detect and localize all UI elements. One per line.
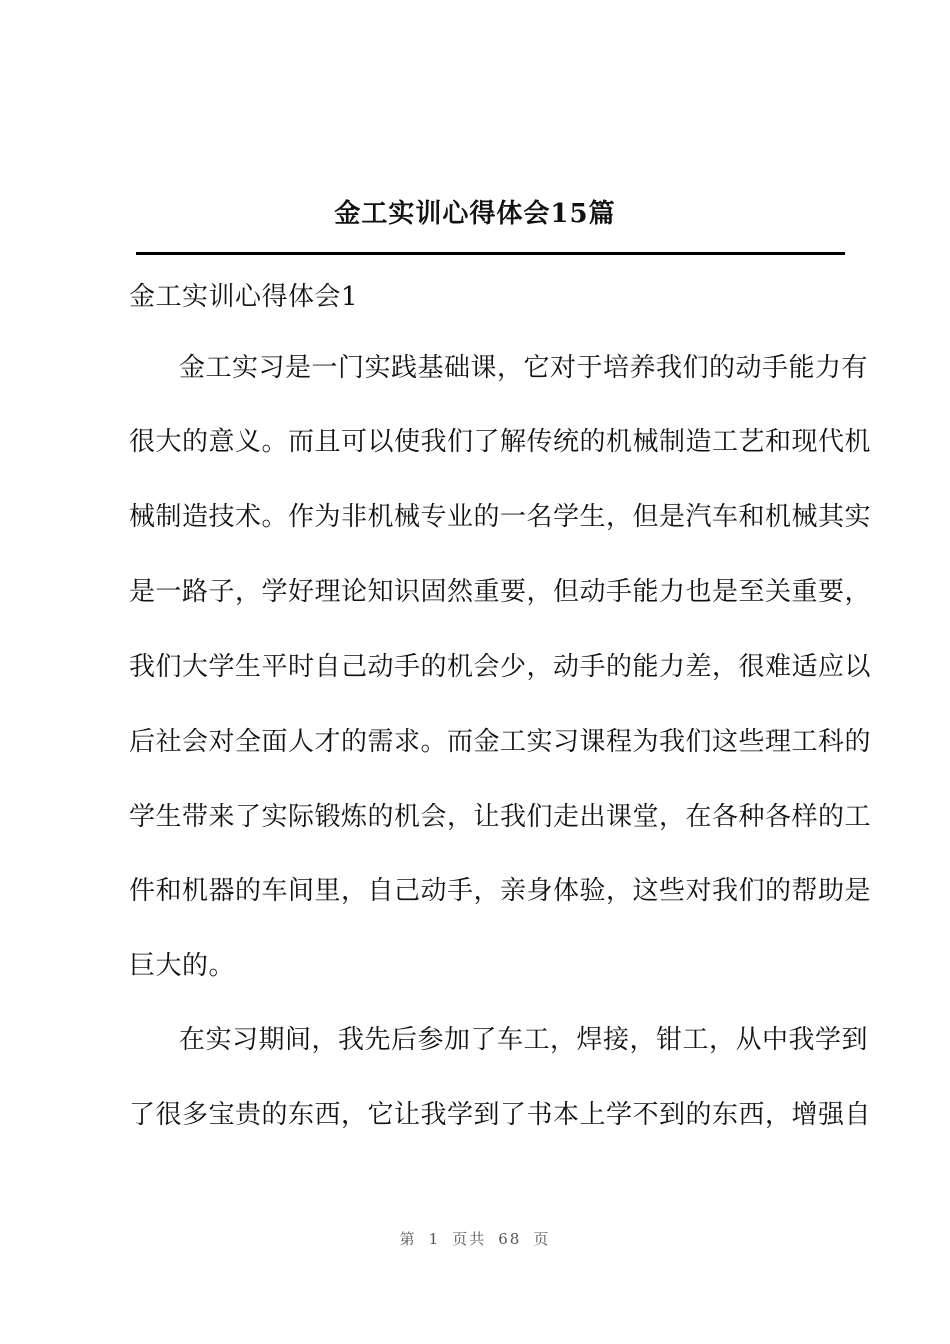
current-page-number: 1 [428, 1230, 441, 1248]
paragraph-line: 是一路子，学好理论知识固然重要，但动手能力也是至关重要， [129, 577, 872, 607]
paragraph-line: 很大的意义。而且可以使我们了解传统的机械制造工艺和现代机 [129, 427, 872, 457]
paragraph-line: 械制造技术。作为非机械专业的一名学生，但是汽车和机械其实 [129, 502, 872, 532]
title-underline [136, 252, 845, 255]
paragraph-line: 件和机器的车间里，自己动手，亲身体验，这些对我们的帮助是 [129, 876, 872, 906]
paragraph-line: 了很多宝贵的东西，它让我学到了书本上学不到的东西，增强自 [129, 1100, 872, 1130]
page-label-mid: 页共 [452, 1230, 487, 1248]
paragraph-line: 巨大的。 [129, 951, 236, 981]
document-title: 金工实训心得体会15篇 [334, 199, 616, 229]
section-heading: 金工实训心得体会1 [129, 282, 359, 312]
page-footer [0, 1228, 950, 1250]
paragraph-line: 金工实习是一门实践基础课，它对于培养我们的动手能力有 [179, 353, 869, 383]
paragraph-line: 后社会对全面人才的需求。而金工实习课程为我们这些理工科的 [129, 727, 872, 757]
page-label-prefix: 第 [399, 1230, 417, 1248]
page-label-suffix: 页 [533, 1230, 551, 1248]
paragraph-line: 在实习期间，我先后参加了车工，焊接，钳工，从中我学到 [179, 1025, 869, 1055]
paragraph-line: 学生带来了实际锻炼的机会，让我们走出课堂，在各种各样的工 [129, 802, 872, 832]
paragraph-line: 我们大学生平时自己动手的机会少，动手的能力差，很难适应以 [129, 652, 872, 682]
total-pages-number: 68 [498, 1230, 522, 1248]
